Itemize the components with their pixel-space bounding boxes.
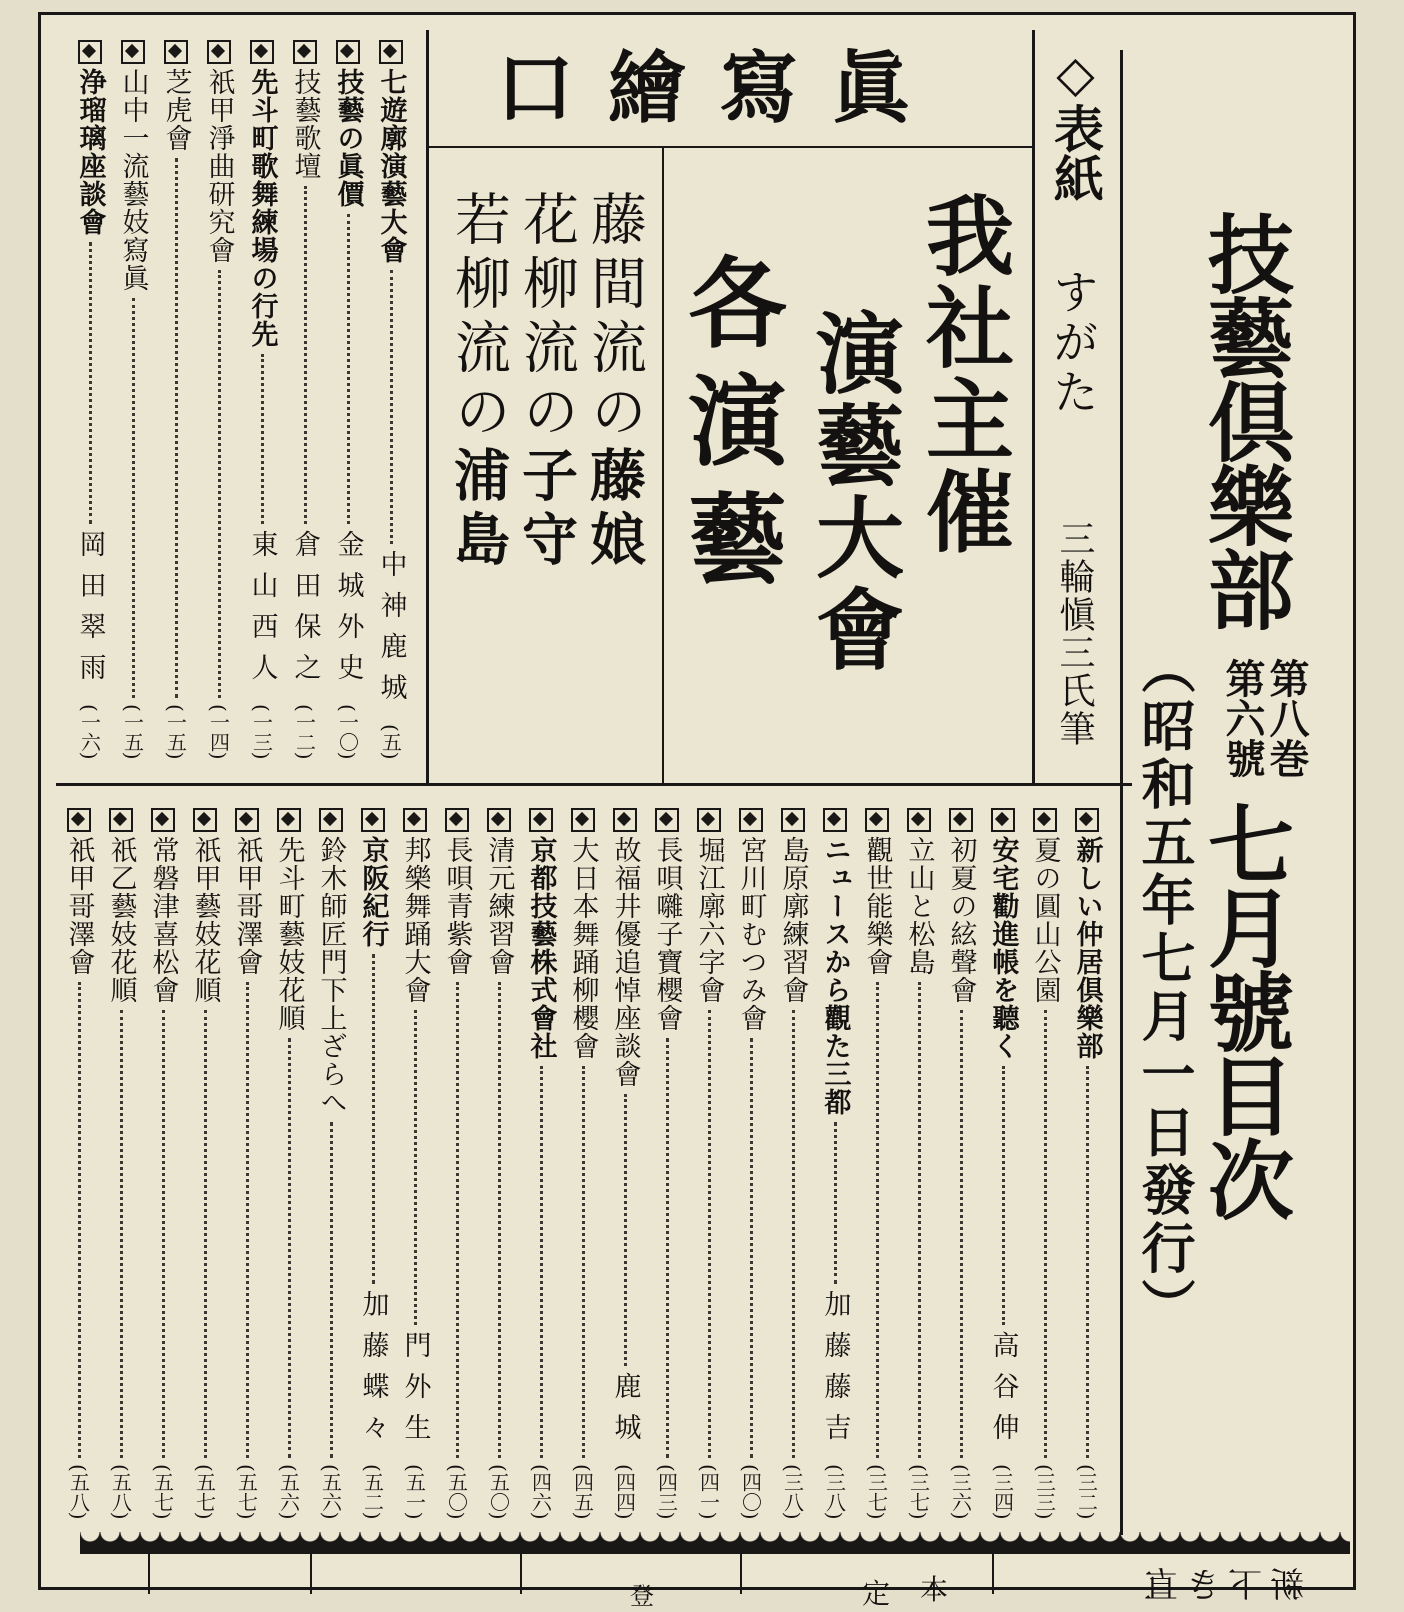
- lower-contents-entry: [690, 808, 728, 1520]
- diamond-bullet-icon: [336, 40, 360, 64]
- entry-title: 祇甲哥澤會: [231, 836, 263, 976]
- photo-divider: [426, 30, 429, 786]
- entry-page-number: (五六): [276, 1464, 301, 1520]
- entry-page-number: (五六): [318, 1464, 343, 1520]
- diamond-bullet-icon: [697, 808, 721, 832]
- photo-item-hanayagi: 花柳流の子守: [513, 190, 579, 574]
- photo-item-fujima: 藤間流の藤娘: [581, 190, 647, 574]
- diamond-bullet-icon: [319, 808, 343, 832]
- diamond-bullet-icon: [1033, 808, 1057, 832]
- leader-dots: [1086, 1066, 1089, 1458]
- leader-dots: [162, 1010, 165, 1458]
- entry-title: 京都技藝株式會社: [525, 836, 557, 1060]
- leader-dots: [218, 270, 221, 698]
- footer-col-3: [520, 1554, 522, 1594]
- diamond-bullet-icon: [949, 808, 973, 832]
- lower-contents-entry: [270, 808, 308, 1520]
- lower-contents-entry: [228, 808, 266, 1520]
- footer-col-1: [148, 1554, 150, 1594]
- lower-contents-entry: [186, 808, 224, 1520]
- entry-page-number: (四五): [570, 1464, 595, 1520]
- leader-dots: [792, 1010, 795, 1458]
- entry-title: 先斗町藝妓花順: [273, 836, 305, 1032]
- lower-contents-entry: [984, 808, 1022, 1520]
- upper-lower-divider: [56, 783, 1132, 786]
- upper-contents-entry: [329, 40, 367, 760]
- entry-page-number: (一五): [120, 704, 145, 760]
- diamond-bullet-icon: [207, 40, 231, 64]
- diamond-bullet-icon: [164, 40, 188, 64]
- entry-page-number: (三八): [780, 1464, 805, 1520]
- leader-dots: [540, 1066, 543, 1458]
- entry-page-number: (三六): [948, 1464, 973, 1520]
- lower-contents-entry: [480, 808, 518, 1520]
- lower-contents-entry: [60, 808, 98, 1520]
- footer-right-text: 新下き直: [1136, 1566, 1304, 1606]
- leader-dots: [89, 242, 92, 524]
- leader-dots: [750, 1038, 753, 1458]
- lower-contents-entry: [312, 808, 350, 1520]
- leader-dots: [960, 1010, 963, 1458]
- leader-dots: [624, 1094, 627, 1366]
- issue-number: 第六號: [1219, 658, 1266, 778]
- entry-title: 初夏の絃聲會: [945, 836, 977, 1004]
- cover-label: ◇表紙: [1046, 44, 1105, 203]
- entry-page-number: (五七): [150, 1464, 175, 1520]
- entry-page-number: (五二): [360, 1464, 385, 1520]
- leader-dots: [204, 1010, 207, 1458]
- upper-contents-entry: [114, 40, 152, 760]
- entry-page-number: (五八): [66, 1464, 91, 1520]
- entry-title: 芝虎會: [160, 68, 192, 152]
- issue-title: 七月號目次: [1193, 800, 1294, 1220]
- diamond-bullet-icon: [991, 808, 1015, 832]
- lower-contents-entry: [564, 808, 602, 1520]
- upper-contents-entry: [71, 40, 109, 760]
- leader-dots: [390, 270, 393, 544]
- leader-dots: [876, 982, 879, 1458]
- entry-author: 門外生: [399, 1331, 431, 1455]
- photo-main-performances: 各演藝: [672, 252, 787, 606]
- entry-title: 常磐津喜松會: [147, 836, 179, 1004]
- decorative-border: [80, 1532, 1350, 1554]
- lower-contents-entry: [606, 808, 644, 1520]
- entry-page-number: (一五): [163, 704, 188, 760]
- entry-page-number: (四六): [528, 1464, 553, 1520]
- entry-title: 邦樂舞踊大會: [399, 836, 431, 1004]
- entry-title: 清元練習會: [483, 836, 515, 976]
- diamond-bullet-icon: [655, 808, 679, 832]
- entry-title: 技藝の眞價: [332, 68, 364, 208]
- lower-contents-entry: [354, 808, 392, 1520]
- lower-contents-entry: [438, 808, 476, 1520]
- photo-heading: 口繪寫眞: [496, 43, 945, 134]
- entry-title: 觀世能樂會: [861, 836, 893, 976]
- diamond-bullet-icon: [613, 808, 637, 832]
- diamond-bullet-icon: [739, 808, 763, 832]
- lower-contents-entry: [522, 808, 560, 1520]
- entry-title: 宮川町むつみ會: [735, 836, 767, 1032]
- entry-title: 大日本舞踊柳櫻會: [567, 836, 599, 1060]
- diamond-bullet-icon: [571, 808, 595, 832]
- entry-title: 長唄囃子寶櫻會: [651, 836, 683, 1032]
- lower-contents-entry: [102, 808, 140, 1520]
- entry-title: 祇甲淨曲研究會: [203, 68, 235, 264]
- lower-contents-entry: [648, 808, 686, 1520]
- leader-dots: [288, 1038, 291, 1458]
- entry-page-number: (一三): [249, 704, 274, 760]
- masthead-divider: [1120, 50, 1123, 1535]
- leader-dots: [708, 1010, 711, 1458]
- entry-title: 七遊廓演藝大會: [375, 68, 407, 264]
- entry-page-number: (三四): [990, 1464, 1015, 1520]
- entry-page-number: (三八): [822, 1464, 847, 1520]
- cover-divider: [1032, 30, 1035, 786]
- photo-main-event: 演藝大會: [802, 308, 906, 676]
- entry-author: 金城外史: [332, 530, 364, 695]
- cover-title: すがた: [1046, 268, 1100, 418]
- entry-page-number: (五七): [192, 1464, 217, 1520]
- leader-dots: [498, 982, 501, 1458]
- entry-title: 山中一流藝妓寫眞: [117, 68, 149, 292]
- leader-dots: [372, 954, 375, 1284]
- entry-page-number: (三七): [906, 1464, 931, 1520]
- diamond-bullet-icon: [151, 808, 175, 832]
- entry-page-number: (四四): [612, 1464, 637, 1520]
- diamond-bullet-icon: [109, 808, 133, 832]
- volume-number: 第八巻: [1263, 658, 1310, 778]
- diamond-bullet-icon: [78, 40, 102, 64]
- entry-title: 長唄青紫會: [441, 836, 473, 976]
- entry-page-number: (五〇): [486, 1464, 511, 1520]
- leader-dots: [918, 982, 921, 1458]
- footer-char-2: 定: [862, 1577, 891, 1610]
- entry-page-number: (五八): [108, 1464, 133, 1520]
- upper-contents-entry: [243, 40, 281, 760]
- diamond-bullet-icon: [361, 808, 385, 832]
- diamond-bullet-icon: [277, 808, 301, 832]
- lower-contents-entry: [774, 808, 812, 1520]
- lower-contents-entry: [1026, 808, 1064, 1520]
- entry-page-number: (五〇): [444, 1464, 469, 1520]
- entry-title: 堀江廓六字會: [693, 836, 725, 1004]
- entry-title: 立山と松島: [903, 836, 935, 976]
- entry-title: ニュースから觀た三都: [819, 836, 851, 1116]
- leader-dots: [330, 1122, 333, 1458]
- diamond-bullet-icon: [235, 808, 259, 832]
- entry-author: 加藤藤吉: [819, 1290, 851, 1455]
- entry-title: 祇乙藝妓花順: [105, 836, 137, 1004]
- upper-contents-entry: [286, 40, 324, 760]
- photo-heading-rule: [428, 146, 1032, 148]
- lower-contents-entry: [1068, 808, 1106, 1520]
- entry-title: 新しい仲居倶樂部: [1071, 836, 1103, 1060]
- entry-title: 祇甲藝妓花順: [189, 836, 221, 1004]
- photo-main-sponsor: 我社主催: [912, 190, 1016, 558]
- entry-author: 倉田保之: [289, 530, 321, 695]
- diamond-bullet-icon: [865, 808, 889, 832]
- leader-dots: [120, 1010, 123, 1458]
- diamond-bullet-icon: [1075, 808, 1099, 832]
- footer-col-2: [310, 1554, 312, 1594]
- entry-page-number: (一二): [292, 704, 317, 760]
- footer-char-1: 登: [630, 1582, 654, 1610]
- diamond-bullet-icon: [67, 808, 91, 832]
- diamond-bullet-icon: [121, 40, 145, 64]
- diamond-bullet-icon: [193, 808, 217, 832]
- entry-page-number: (五七): [234, 1464, 259, 1520]
- leader-dots: [582, 1066, 585, 1458]
- footer-col-4: [740, 1554, 742, 1594]
- diamond-bullet-icon: [781, 808, 805, 832]
- leader-dots: [304, 186, 307, 524]
- entry-page-number: (五一): [402, 1464, 427, 1520]
- footer-char-3: 本: [920, 1573, 949, 1606]
- leader-dots: [1002, 1066, 1005, 1325]
- upper-contents-entry: [200, 40, 238, 760]
- entry-author: 岡田翠雨: [74, 530, 106, 695]
- lower-contents-entry: [144, 808, 182, 1520]
- diamond-bullet-icon: [445, 808, 469, 832]
- entry-page-number: (一〇): [335, 704, 360, 760]
- footer-col-5: [992, 1554, 994, 1594]
- leader-dots: [78, 982, 81, 1458]
- leader-dots: [246, 982, 249, 1458]
- diamond-bullet-icon: [403, 808, 427, 832]
- entry-author: 高谷伸: [987, 1331, 1019, 1455]
- cover-author: 三輪愼三氏筆: [1054, 520, 1095, 748]
- lower-contents-entry: [732, 808, 770, 1520]
- entry-page-number: (三二): [1074, 1464, 1099, 1520]
- upper-contents-entry: [157, 40, 195, 760]
- entry-title: 先斗町歌舞練場の行先: [246, 68, 278, 348]
- leader-dots: [261, 354, 264, 524]
- diamond-bullet-icon: [907, 808, 931, 832]
- entry-title: 故福井優追悼座談會: [609, 836, 641, 1088]
- leader-dots: [414, 1010, 417, 1325]
- entry-title: 技藝歌壇: [289, 68, 321, 180]
- leader-dots: [132, 298, 135, 698]
- entry-page-number: (一六): [77, 704, 102, 760]
- leader-dots: [834, 1122, 837, 1284]
- entry-page-number: (四一): [696, 1464, 721, 1520]
- entry-author: 加藤蝶々: [357, 1290, 389, 1455]
- entry-author: 鹿城: [609, 1372, 641, 1455]
- footer-rule: [80, 1552, 1350, 1554]
- entry-title: 京阪紀行: [357, 836, 389, 948]
- entry-title: 安宅勸進帳を聽く: [987, 836, 1019, 1060]
- magazine-title: 技藝倶樂部: [1193, 210, 1294, 630]
- entry-title: 島原廓練習會: [777, 836, 809, 1004]
- leader-dots: [347, 214, 350, 524]
- entry-author: 中神鹿城: [375, 550, 407, 715]
- leader-dots: [666, 1038, 669, 1458]
- lower-contents-entry: [900, 808, 938, 1520]
- photo-inner-divider: [662, 148, 664, 784]
- entry-title: 夏の圓山公園: [1029, 836, 1061, 1004]
- diamond-bullet-icon: [823, 808, 847, 832]
- entry-page-number: (三三): [1032, 1464, 1057, 1520]
- publication-date: （昭和五年七月一日發行）: [1133, 640, 1197, 1336]
- diamond-bullet-icon: [293, 40, 317, 64]
- lower-contents-entry: [858, 808, 896, 1520]
- entry-title: 祇甲哥澤會: [63, 836, 95, 976]
- photo-item-wakayagi: 若柳流の浦島: [445, 190, 511, 574]
- entry-title: 浄瑠璃座談會: [74, 68, 106, 236]
- entry-title: 鈴木師匠門下上ざらへ: [315, 836, 347, 1116]
- diamond-bullet-icon: [379, 40, 403, 64]
- entry-page-number: (五): [378, 724, 403, 760]
- leader-dots: [1044, 1010, 1047, 1458]
- upper-contents-entry: [372, 40, 410, 760]
- lower-contents-entry: [396, 808, 434, 1520]
- diamond-bullet-icon: [250, 40, 274, 64]
- entry-page-number: (一四): [206, 704, 231, 760]
- leader-dots: [175, 158, 178, 698]
- entry-page-number: (四三): [654, 1464, 679, 1520]
- lower-contents-entry: [942, 808, 980, 1520]
- lower-contents-entry: [816, 808, 854, 1520]
- entry-page-number: (三七): [864, 1464, 889, 1520]
- entry-author: 東山西人: [246, 530, 278, 695]
- entry-page-number: (四〇): [738, 1464, 763, 1520]
- leader-dots: [456, 982, 459, 1458]
- diamond-bullet-icon: [487, 808, 511, 832]
- diamond-bullet-icon: [529, 808, 553, 832]
